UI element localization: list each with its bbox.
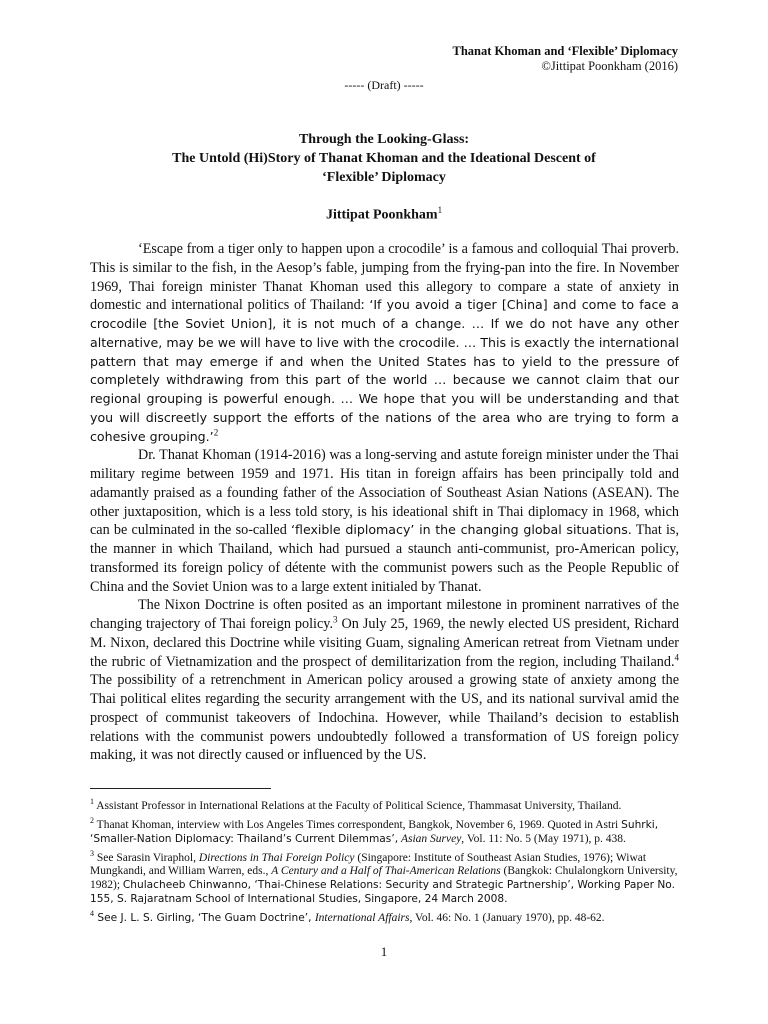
running-header [453,44,678,74]
p2-text-c: That is, the manner in which Thailand, which had pursued a staunch anti-communist, pro-American policy, transformed its foreign policy of détente with the communist powers such as the People Republic of China and the Soviet Union was to a large extent initialed by Thanat. [90,522,679,595]
footnote-ref-3: 3 [333,614,338,625]
footnote-3-text-b: (Singapore: Institute of Southeast Asian Studies, 1976); Wiwat Mungkandi, and William Warren, eds., [90,851,647,878]
footnote-4-text-a: See J. L. S. Girling, ‘The Guam Doctrine’, [94,912,315,925]
footnote-1-mark: 1 [90,797,94,806]
p1-quote: ‘If you avoid a tiger [China] and come to face a crocodile [the Soviet Union], it is not much of a change. … If we do not have any other alternative, may be we will have to live with the crocodile. … This is exactly the international pattern that may emerge if and when the United States has to yield to the pressure of completely withdrawing from this part of the world … because we cannot claim that our regional grouping is powerful enough. … We hope that you will be understanding and that you will discreetly support the efforts of the nations of the area who are trying to form a cohesive grouping.’ [90,297,680,444]
footnote-2-text-c: , Vol. 11: No. 5 (May 1971), p. 438. [461,832,626,845]
footnote-4-mark: 4 [90,909,94,919]
p3-text-b: On July 25, 1969, the newly elected US president, Richard M. Nixon, declared this Doctrine while visiting Guam, signaling American retreat from Vietnam under the rubric of Vietnamization and the prospect of demilitarization from the region, including Thailand. [90,616,679,670]
footnotes [90,795,690,926]
p2-text-a: Dr. Thanat Khoman (1914-2016) was a long-serving and astute foreign minister under the Thai military regime between 1959 and 1971. His titan in foreign affairs has been principally told and adamantly praised as a founding father of the Association of Southeast Asian Nations (ASEAN). The other juxtaposition, which is a less told story, is his ideational shift in Thai diplomacy in 1968, which can be culminated in the so-called [90,447,679,539]
page-number: 1 [380,944,388,959]
p2-text-b: ‘flexible diplomacy’ in the changing global situations. [291,522,632,538]
footnote-2-mark: 2 [90,815,94,825]
paper-title [90,130,678,187]
body-text [90,240,679,765]
paragraph-1 [90,240,679,446]
footnote-ref-2: 2 [213,426,219,437]
footnote-1 [90,795,690,813]
copyright-line: ©Jittipat Poonkham (2016) [541,59,678,73]
p3-text-c: The possibility of a retrenchment in American policy aroused a growing state of anxiety among the Thai political elites regarding the security arrangement with the US, and its national survival amid the prospect of communist takeovers of Indochina. However, while Thailand’s decision to establish relations with the communist powers undoubtedly followed a transformation of US foreign policy making, it was not directly caused or influenced by the US. [90,672,679,764]
footnote-3-book-1: Directions in Thai Foreign Policy [198,851,355,864]
footnote-2-journal: Asian Survey [400,832,462,845]
p1-text: ‘Escape from a tiger only to happen upon a crocodile’ is a famous and colloquial Thai proverb. This is similar to the fish, in the Aesop’s fable, jumping from the frying-pan into the fire. In November 1969, Thai foreign minister Thanat Khoman used this allegory to compare a state of anxiety in domestic and international politics of Thailand: [90,241,679,314]
title-line-3: ‘Flexible’ Diplomacy [322,170,446,185]
footnote-3-book-2: A Century and a Half of Thai-American Relations [271,865,501,878]
footnote-4 [90,907,690,925]
footnote-3-mark: 3 [90,848,94,858]
paragraph-2 [90,446,679,596]
draft-marker: ----- (Draft) ----- [344,78,424,92]
footnote-3-text-c: (Bangkok: Chulalongkorn University, 1982); [90,865,678,892]
footnote-3 [90,847,690,907]
author-footnote-mark: 1 [437,205,443,215]
author-line [0,205,768,224]
paragraph-3 [90,596,679,765]
title-line-1: Through the Looking-Glass: [298,132,470,147]
footnote-4-journal: International Affairs [314,912,410,925]
footnote-2-text-b: Suhrki, ‘Smaller-Nation Diplomacy: Thailand’s Current Dilemmas’, [90,818,659,845]
footnote-1-text: Assistant Professor in International Relations at the Faculty of Political Science, Thammasat University, Thailand. [94,799,622,812]
footnote-separator [90,788,271,789]
author-name: Jittipat Poonkham [325,207,438,223]
footnote-3-text-d: Chulacheeb Chinwanno, ‘Thai-Chinese Relations: Security and Strategic Partnership’, Working Paper No. 155, S. Rajaratnam School of International Studies, Singapore, 24 March 2008. [90,879,675,906]
footnote-2-text-a: Thanat Khoman, interview with Los Angeles Times correspondent, Bangkok, November 6, 1969. Quoted in Astri [94,818,622,831]
footnote-4-text-b: , Vol. 46: No. 1 (January 1970), pp. 48-62. [409,912,605,925]
footnote-ref-4: 4 [674,651,679,662]
footnote-3-text-a: See Sarasin Viraphol, [94,851,199,864]
footnote-2 [90,814,690,846]
title-line-2: The Untold (Hi)Story of Thanat Khoman and the Ideational Descent of [172,151,596,166]
p3-text-a: The Nixon Doctrine is often posited as an important milestone in prominent narratives of the changing trajectory of Thai foreign policy. [90,597,679,632]
running-title: Thanat Khoman and ‘Flexible’ Diplomacy [452,44,678,58]
